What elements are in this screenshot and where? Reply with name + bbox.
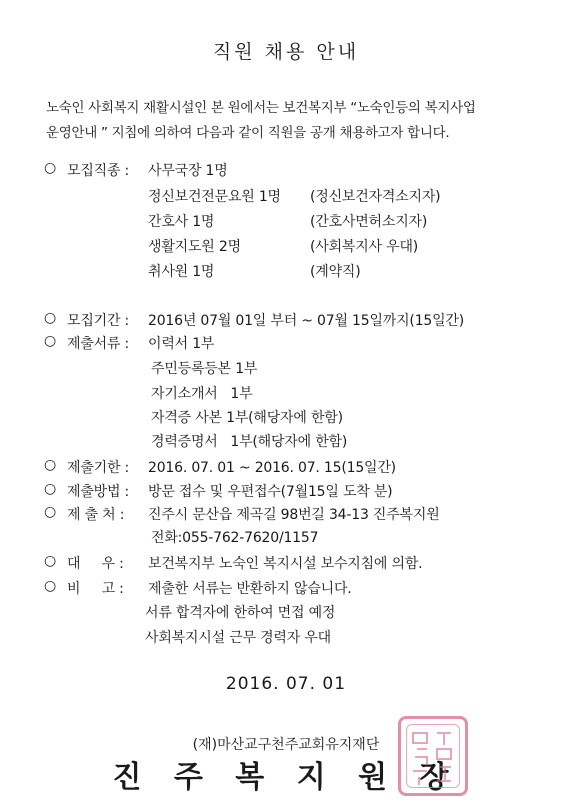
remark-item: 제출한 서류는 반환하지 않습니다. bbox=[148, 581, 352, 597]
bullet-circle-icon: ○ bbox=[44, 160, 57, 176]
bullet-circle-icon: ○ bbox=[44, 333, 57, 349]
bullet-circle-icon: ○ bbox=[44, 310, 57, 326]
submit-to-phone: 전화:055-762-7620/1157 bbox=[151, 530, 319, 546]
position-note: (계약직) bbox=[310, 264, 361, 280]
document-item: 자기소개서 1부 bbox=[151, 386, 253, 402]
bullet-circle-icon: ○ bbox=[44, 481, 57, 497]
documents-label: 제출서류 : bbox=[67, 336, 130, 352]
bullet-circle-icon: ○ bbox=[44, 504, 57, 520]
foundation-name: (재)마산교구천주교회유지재단 bbox=[192, 737, 380, 753]
seal-glyph-icon bbox=[401, 719, 465, 793]
remarks-label: 비 고 : bbox=[67, 581, 124, 597]
document-item: 경력증명서 1부(해당자에 한함) bbox=[151, 434, 348, 450]
method-label: 제출방법 : bbox=[67, 484, 130, 500]
position-name: 취사원 1명 bbox=[148, 264, 215, 280]
submit-to-address: 진주시 문산읍 제곡길 98번길 34-13 진주복지원 bbox=[148, 507, 440, 523]
bullet-circle-icon: ○ bbox=[44, 553, 57, 569]
bullet-circle-icon: ○ bbox=[44, 457, 57, 473]
intro-line-1: 노숙인 사회복지 재활시설인 본 원에서는 보건복지부 “노숙인등의 복지사업 bbox=[46, 100, 476, 116]
position-note: (사회복지사 우대) bbox=[310, 239, 419, 255]
position-name: 사무국장 1명 bbox=[148, 163, 228, 179]
official-seal-icon bbox=[398, 716, 468, 796]
document-date: 2016. 07. 01 bbox=[225, 674, 347, 694]
submit-to-label: 제 출 처 : bbox=[67, 507, 125, 523]
document-item: 자격증 사본 1부(해당자에 한함) bbox=[151, 410, 343, 426]
document-title: 직원 채용 안내 bbox=[212, 41, 360, 63]
period-value: 2016년 07월 01일 부터 ~ 07월 15일까지(15일간) bbox=[148, 313, 465, 329]
method-value: 방문 접수 및 우편접수(7월15일 도착 분) bbox=[148, 484, 393, 500]
positions-label: 모집직종 : bbox=[67, 163, 130, 179]
position-name: 간호사 1명 bbox=[148, 214, 215, 230]
organization-signature: 진 주 복 지 원 장 bbox=[112, 760, 460, 795]
position-note: (간호사면허소지자) bbox=[310, 214, 428, 230]
document-item: 주민등록등본 1부 bbox=[151, 361, 258, 377]
deadline-value: 2016. 07. 01 ~ 2016. 07. 15(15일간) bbox=[148, 460, 396, 476]
position-name: 정신보건전문요원 1명 bbox=[148, 189, 281, 205]
document-item: 이력서 1부 bbox=[148, 336, 215, 352]
position-name: 생활지도원 2명 bbox=[148, 239, 241, 255]
remark-item: 사회복지시설 근무 경력자 우대 bbox=[145, 630, 331, 646]
benefits-value: 보건복지부 노숙인 복지시설 보수지침에 의함. bbox=[148, 556, 423, 572]
bullet-circle-icon: ○ bbox=[44, 578, 57, 594]
deadline-label: 제출기한 : bbox=[67, 460, 130, 476]
intro-line-2: 운영안내 ” 지침에 의하여 다음과 같이 직원을 공개 채용하고자 합니다. bbox=[46, 125, 450, 141]
position-note: (정신보건자격소지자) bbox=[310, 189, 441, 205]
period-label: 모집기간 : bbox=[67, 313, 130, 329]
benefits-label: 대 우 : bbox=[67, 556, 124, 572]
remark-item: 서류 합격자에 한하여 면접 예정 bbox=[145, 605, 336, 621]
